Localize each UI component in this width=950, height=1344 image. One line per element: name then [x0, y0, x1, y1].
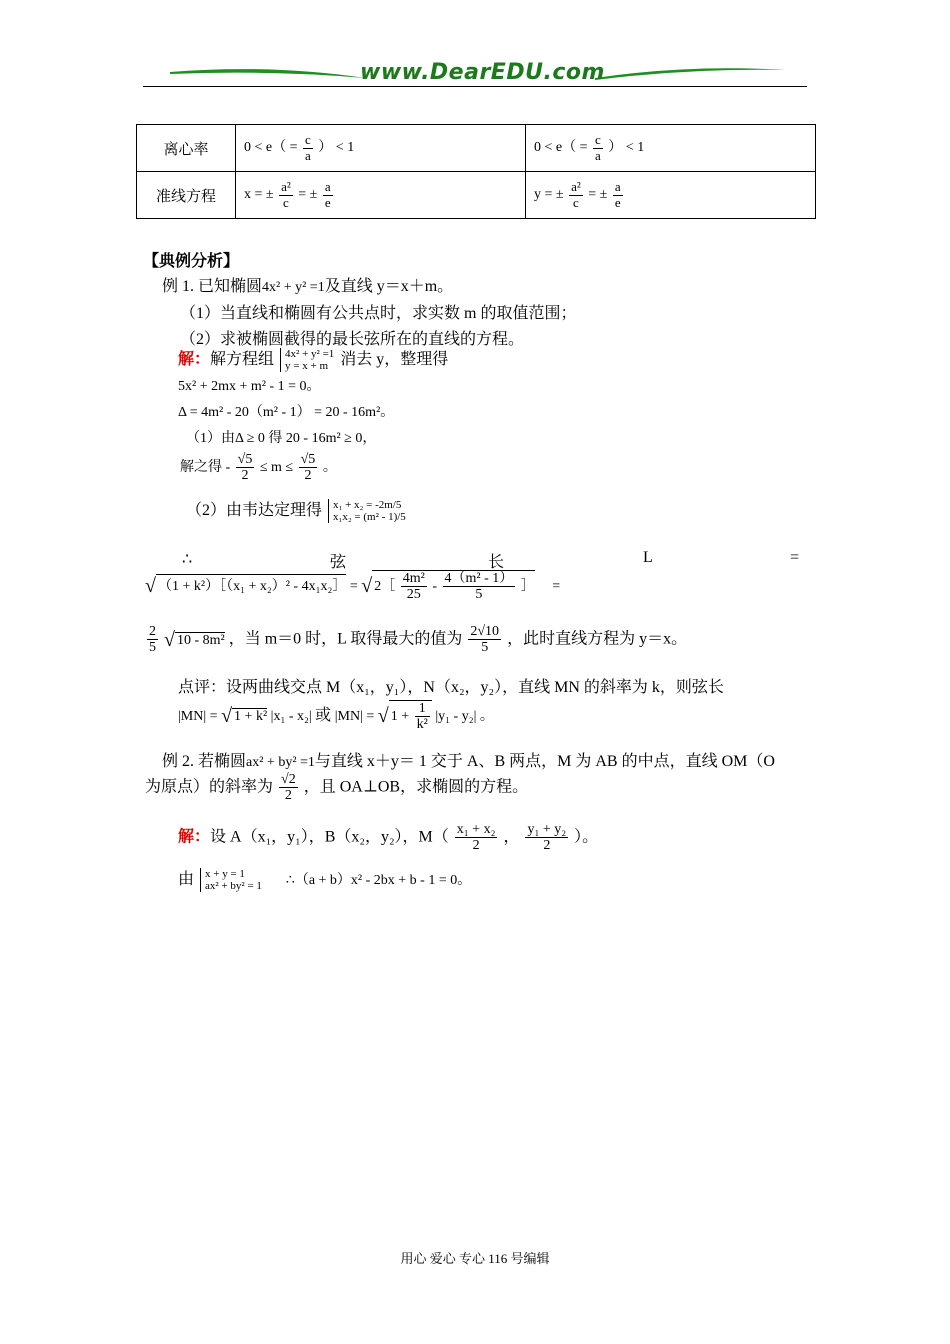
equation-system: 4x² + y² =1 y = x + m: [280, 348, 334, 372]
chord-equals: =: [790, 549, 800, 566]
table-row: [137, 125, 816, 172]
chord-word-1: 弦: [330, 554, 347, 571]
equation-system: x + y = 1 ax² + by² = 1: [200, 868, 262, 892]
cell-directrix-y: y = ± $\frac{\text{a²}}{c}$ = ± $\frac{a}{e}$: [526, 172, 816, 219]
ex1-eq-range: 解之得 - $\frac{√5}{2}$ ≤ m ≤ $\frac{√5}{2}$ 。: [180, 452, 337, 484]
chord-word-2: 长: [488, 554, 505, 571]
header-swoosh-left: [170, 64, 370, 86]
ex1-question-2: （2）求被椭圆截得的最长弦所在的直线的方程。: [180, 331, 525, 348]
ex1-eq-quadratic: 5x² + 2mx + m² - 1 = 0。: [178, 379, 321, 394]
solution-label: 解：: [178, 351, 211, 368]
table-row: [137, 172, 816, 219]
chord-therefore: ∴: [182, 551, 193, 568]
header-logo: www.DearEDU.com: [360, 60, 605, 85]
ex1-title: 例 1. 已知椭圆4x² + y² =1及直线 y＝x＋m。: [162, 278, 454, 295]
row-label-eccentricity: 离心率: [137, 125, 236, 172]
vieta-system: x₁ + x₂ = -2m/5 x₁x₂ = (m² - 1)/5: [328, 499, 406, 523]
ex2-derivation: 由 x + y = 1 ax² + by² = 1 ∴（a + b）x² - 2bx + b - 1 = 0。: [178, 868, 472, 893]
chord-length-formula: |MN| = √ 1 + k² |x₁ - x₂| 或 |MN| = √ 1 + $\frac{1}{\text{k²}}$ |y₁ - y₂| 。: [178, 701, 494, 733]
ex2-title: 例 2. 若椭圆ax² + by² =1与直线 x＋y＝ 1 交于 A、B 两点，M 为 AB 的中点，直线 OM（O: [162, 753, 775, 770]
ex1-solution-line: 解：解方程组 4x² + y² =1 y = x + m 消去 y，整理得: [178, 348, 449, 373]
chord-expression: √ （1 + k²）［（x₁ + x₂）² - 4x₁x₂］ = √ 2［ $\frac{\text{4m²}}{25}$ - $\frac{\text{4（m² - 1）}}{5}$ ］ =: [145, 571, 561, 603]
ex1-vieta-line: （2）由韦达定理得 x₁ + x₂ = -2m/5 x₁x₂ = (m² - 1)/5: [186, 499, 406, 524]
header-rule: [143, 86, 807, 87]
cell-eccentricity-y: 0 < e（ = $\frac{c}{a}$ ） < 1: [526, 125, 816, 172]
ex2-title-line2: 为原点）的斜率为 $\frac{√2}{2}$ ，且 OA⊥OB，求椭圆的方程。: [145, 772, 529, 804]
ex1-eq-discriminant: Δ = 4m² - 20（m² - 1） = 20 - 16m²。: [178, 405, 395, 420]
chord-result: $\frac{2}{5}$ √ 10 - 8m² ，当 m＝0 时，L 取得最大的值为 $\frac{2√10}{5}$ ，此时直线方程为 y＝x。: [149, 624, 688, 656]
ex1-eq-condition: （1）由Δ ≥ 0 得 20 - 16m² ≥ 0，: [186, 431, 377, 446]
ex1-comment: 点评：设两曲线交点 M（x₁，y₁），N（x₂，y₂），直线 MN 的斜率为 k，则弦长: [178, 679, 724, 696]
cell-directrix-x: x = ± $\frac{\text{a²}}{c}$ = ± $\frac{a}{e}$: [236, 172, 526, 219]
chord-symbol-l: L: [643, 549, 653, 566]
page-footer: 用心 爱心 专心 116 号编辑: [400, 1251, 550, 1266]
solution-label: 解：: [178, 828, 211, 846]
cell-eccentricity-x: 0 < e（ = $\frac{c}{a}$ ） < 1: [236, 125, 526, 172]
ellipse-properties-table: [136, 124, 816, 219]
section-title: 【典例分析】: [143, 253, 240, 270]
header-swoosh-right: [590, 64, 790, 86]
ex1-question-1: （1）当直线和椭圆有公共点时，求实数 m 的取值范围；: [180, 305, 577, 322]
row-label-directrix: 准线方程: [137, 172, 236, 219]
ex2-solution-line: 解：设 A（x₁，y₁），B（x₂，y₂），M（ $\frac{\text{x₁ + x₂}}{2}$ ， $\frac{\text{y₁ + y₂}}{2}$ ）。: [178, 822, 599, 854]
